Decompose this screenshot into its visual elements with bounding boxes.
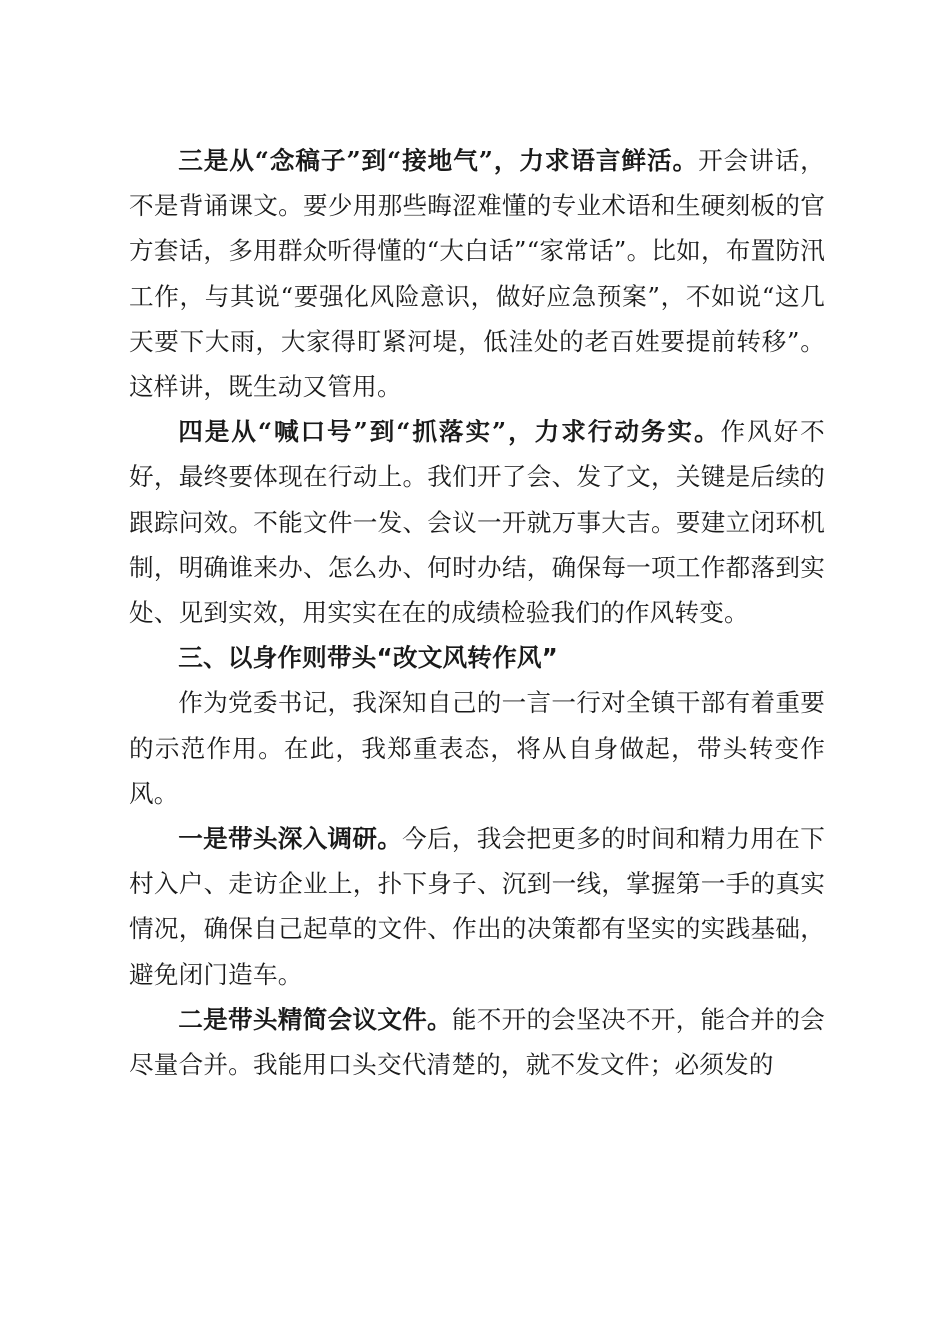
paragraph-text: 今后，我会把更多的时间和精力用在下村入户、走访企业上，扑下身子、沉到一线，掌握第一手的真实情况，确保自己起草的文件、作出的决策都有坚实的实践基础，避免闭门造车。 — [129, 824, 825, 989]
paragraph-streamline-meetings — [129, 997, 825, 1087]
paragraph-lead-research — [129, 816, 825, 997]
paragraph-text: 开会讲话，不是背诵课文。要少用那些晦涩难懂的专业术语和生硬刻板的官方套话，多用群众听得懂的“大白话”“家常话”。比如，布置防汛工作，与其说“要强化风险意识，做好应急预案”，不如说“这几天要下大雨，大家得盯紧河堤，低洼处的老百姓要提前转移”。这样讲，既生动又管用。 — [129, 146, 825, 402]
section-heading: 三、以身作则带头“改文风转作风” — [178, 643, 559, 673]
paragraph-action-practical — [129, 409, 825, 635]
paragraph-lead: 一是带头深入调研。 — [178, 824, 403, 854]
paragraph-lead: 四是从“喊口号”到“抓落实”，力求行动务实。 — [178, 417, 721, 447]
paragraph-text: 作风好不好，最终要体现在行动上。我们开了会、发了文，关键是后续的跟踪问效。不能文件一发、会议一开就万事大吉。要建立闭环机制，明确谁来办、怎么办、何时办结，确保每一项工作都落到实处、见到实效，用实实在在的成绩检验我们的作风转变。 — [129, 417, 825, 628]
document-body — [129, 138, 825, 1087]
paragraph-language-vivid — [129, 138, 825, 409]
paragraph-lead: 三是从“念稿子”到“接地气”，力求语言鲜活。 — [178, 146, 699, 175]
section-intro: 作为党委书记，我深知自己的一言一行对全镇干部有着重要的示范作用。在此，我郑重表态，将从自身做起，带头转变作风。 — [129, 688, 825, 808]
paragraph-text: 能不开的会坚决不开，能合并的会尽量合并。我能用口头交代清楚的，就不发文件；必须发的 — [129, 1004, 825, 1080]
paragraph-lead: 二是带头精简会议文件。 — [178, 1004, 452, 1034]
